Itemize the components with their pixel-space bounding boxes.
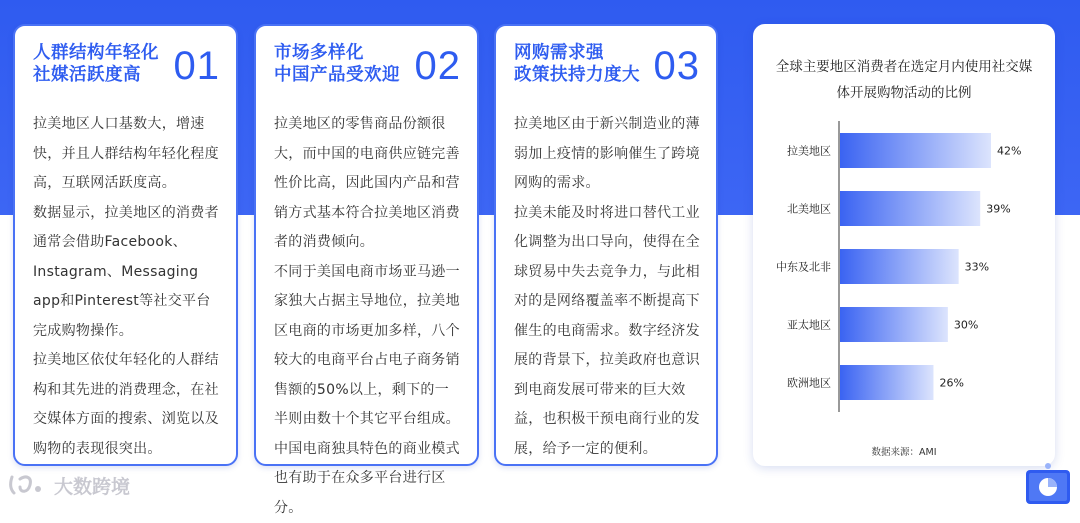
feature-card-3	[494, 24, 718, 466]
category-label: 中东及北非	[776, 260, 831, 274]
chart-source: 数据来源：AMI	[753, 444, 1055, 458]
value-label: 39%	[986, 203, 1010, 216]
chart-card	[753, 24, 1055, 466]
card-header	[274, 42, 461, 104]
card-body	[274, 110, 461, 523]
value-label: 26%	[939, 377, 963, 390]
card-paragraph: 拉美未能及时将进口替代工业化调整为出口导向，使得在全球贸易中失去竞争力，与此相对的是网络覆盖率不断提高下催生的电商需求。数字经济发展的背景下，拉美政府也意识到电商发展可带来的巨大效益，也积极干预电商行业的发展，给予一定的便利。	[514, 199, 700, 465]
card-paragraph: 拉美地区的零售商品份额很大，而中国的电商供应链完善性价比高，因此国内产品和营销方式基本符合拉美地区消费者的消费倾向。	[274, 110, 461, 258]
feature-card-2	[254, 24, 479, 466]
card-number: 03	[654, 46, 701, 86]
card-number: 02	[415, 46, 462, 86]
card-title-line: 中国产品受欢迎	[274, 64, 400, 86]
card-paragraph: 拉美地区由于新兴制造业的薄弱加上疫情的影响催生了跨境网购的需求。	[514, 110, 700, 199]
card-header	[514, 42, 700, 104]
card-paragraph: 不同于美国电商市场亚马逊一家独大占据主导地位，拉美地区电商的市场更加多样，八个较大的电商平台占电子商务销售额的50%以上，剩下的一半则由数十个其它平台组成。中国电商独具特色的商业模式也有助于在众多平台进行区分。	[274, 258, 461, 523]
card-title-line: 网购需求强	[514, 42, 640, 64]
bar-chart	[753, 24, 1055, 466]
card-body	[33, 110, 220, 464]
card-number: 01	[174, 46, 221, 86]
bar	[840, 249, 959, 284]
card-body	[514, 110, 700, 464]
category-label: 拉美地区	[787, 144, 831, 158]
logo-icon	[8, 473, 48, 497]
card-title-line: 社媒活跃度高	[33, 64, 159, 86]
value-label: 42%	[997, 145, 1021, 158]
card-title-line: 市场多样化	[274, 42, 400, 64]
bar	[840, 307, 948, 342]
card-paragraph: 数据显示，拉美地区的消费者通常会借助Facebook、Instagram、Messaging app和Pinterest等社交平台完成购物操作。	[33, 199, 220, 347]
feature-card-1	[13, 24, 238, 466]
card-title-line: 政策扶持力度大	[514, 64, 640, 86]
value-label: 30%	[954, 319, 978, 332]
category-label: 欧洲地区	[787, 376, 831, 390]
card-title	[33, 42, 159, 86]
card-title-line: 人群结构年轻化	[33, 42, 159, 64]
pie-chart-icon	[1022, 462, 1074, 505]
card-title	[514, 42, 640, 86]
bar	[840, 133, 991, 168]
logo-text: 大数跨境	[54, 472, 130, 499]
chart-title: 全球主要地区消费者在选定月内使用社交媒体开展购物活动的比例	[773, 54, 1035, 106]
card-title	[274, 42, 400, 86]
card-paragraph: 拉美地区依仗年轻化的人群结构和其先进的消费理念，在社交媒体方面的搜索、浏览以及购物的表现很突出。	[33, 346, 220, 464]
value-label: 33%	[965, 261, 989, 274]
card-header	[33, 42, 220, 104]
bar	[840, 365, 933, 400]
brand-logo	[8, 472, 130, 498]
category-label: 北美地区	[787, 202, 831, 216]
card-paragraph: 拉美地区人口基数大，增速快，并且人群结构年轻化程度高，互联网活跃度高。	[33, 110, 220, 199]
bar	[840, 191, 980, 226]
category-label: 亚太地区	[787, 318, 831, 332]
